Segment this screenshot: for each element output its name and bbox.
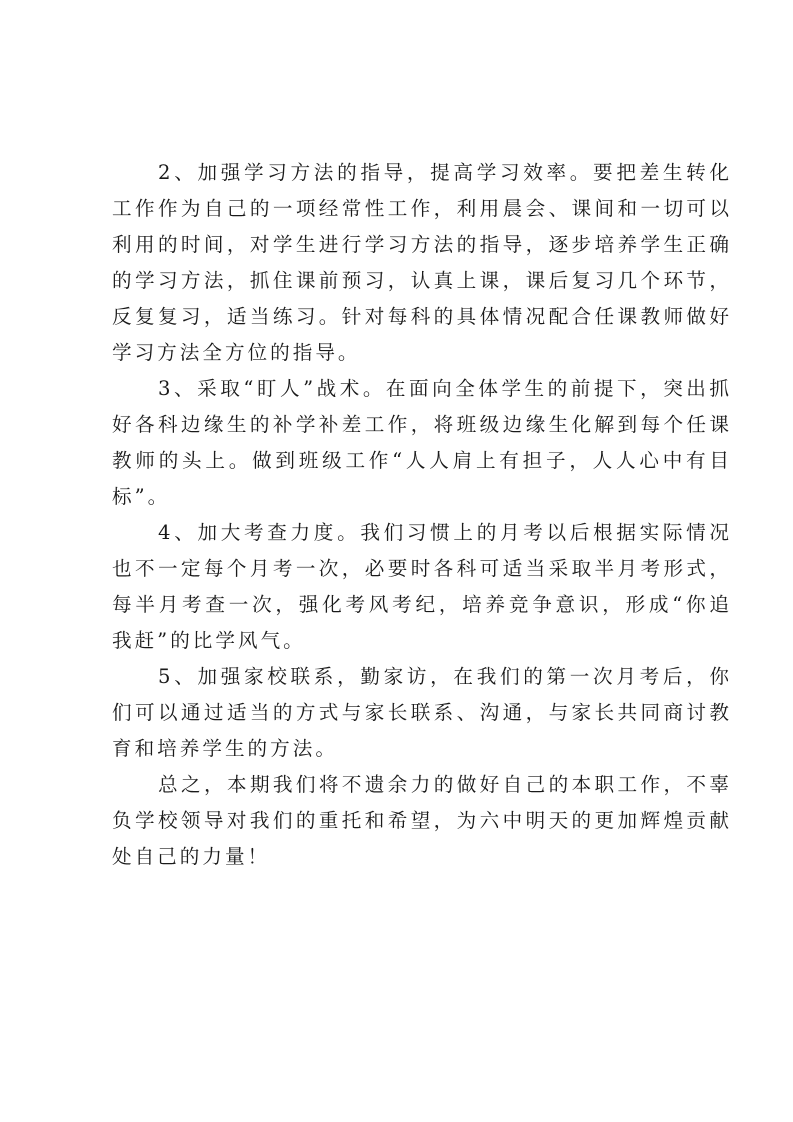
paragraph-marking-tactic: 3、采取“盯人”战术。在面向全体学生的前提下，突出抓好各科边缘生的补学补差工作，将班级边缘生化解到每个任课教师的头上。做到班级工作“人人肩上有担子，人人心中有目标”。 — [112, 377, 732, 508]
paragraph-summary: 总之，本期我们将不遗余力的做好自己的本职工作，不辜负学校领导对我们的重托和希望，为六中明天的更加辉煌贡献处自己的力量！ — [112, 773, 732, 868]
paragraph-home-school-contact: 5、加强家校联系，勤家访，在我们的第一次月考后，你们可以通过适当的方式与家长联系、沟通，与家长共同商讨教育和培养学生的方法。 — [112, 665, 732, 760]
paragraph-exam-intensity: 4、加大考查力度。我们习惯上的月考以后根据实际情况也不一定每个月考一次，必要时各科可适当采取半月考形式，每半月考查一次，强化考风考纪，培养竞争意识，形成“你追我赶”的比学风气。 — [112, 521, 732, 652]
paragraph-method-guidance: 2、加强学习方法的指导，提高学习效率。要把差生转化工作作为自己的一项经常性工作，利用晨会、课间和一切可以利用的时间，对学生进行学习方法的指导，逐步培养学生正确的学习方法，抓住课前预习，认真上课，课后复习几个环节，反复复习，适当练习。针对每科的具体情况配合任课教师做好学习方法全方位的指导。 — [112, 161, 732, 364]
document-body — [112, 155, 732, 875]
